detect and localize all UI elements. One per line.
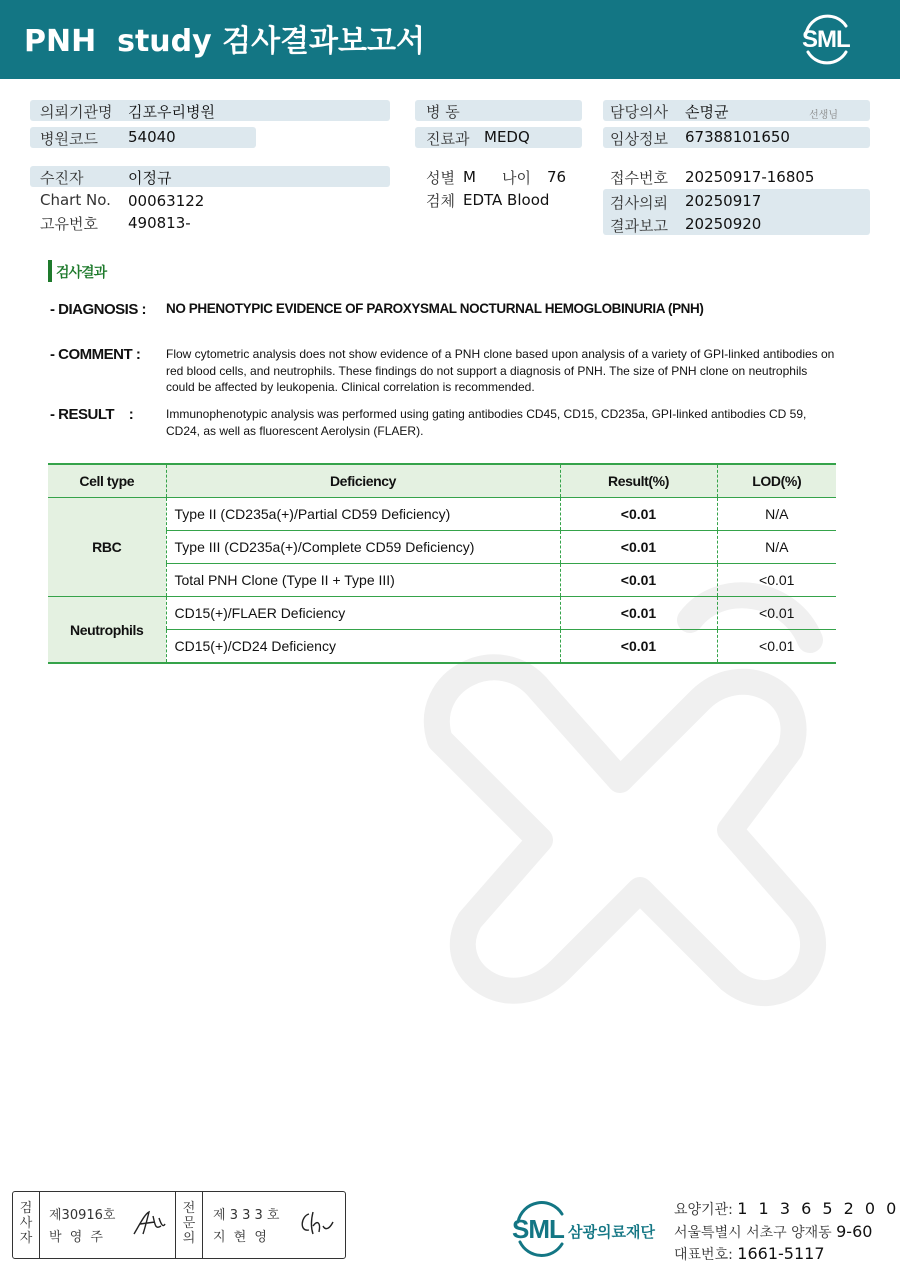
table-row	[48, 630, 836, 664]
address: 서울특별시 서초구 양재동 9-60	[674, 1222, 873, 1241]
ward-label: 병 동	[426, 103, 460, 121]
divider	[175, 1192, 176, 1258]
sex-label: 성별	[426, 169, 455, 187]
section-marker	[48, 260, 52, 282]
report-date-value: 20250920	[685, 215, 762, 233]
table-header-row	[48, 464, 836, 498]
request-date-label: 검사의뢰	[610, 194, 668, 212]
lod-cell: N/A	[717, 498, 836, 531]
deficiency-cell: Total PNH Clone (Type II + Type III)	[166, 564, 560, 597]
results-table	[48, 463, 836, 664]
institution-value: 김포우리병원	[128, 103, 215, 121]
deficiency-cell: Type II (CD235a(+)/Partial CD59 Deficiency)	[166, 498, 560, 531]
patient-label: 수진자	[40, 169, 84, 187]
clinical-info-value: 67388101650	[685, 128, 790, 146]
cell-type-rbc: RBC	[48, 498, 166, 597]
header-lod: LOD(%)	[717, 464, 836, 498]
result-cell: <0.01	[560, 597, 717, 630]
id-no-value: 490813-	[128, 214, 191, 232]
institution-label: 의뢰기관명	[40, 103, 113, 121]
header-deficiency: Deficiency	[166, 464, 560, 498]
lod-cell: <0.01	[717, 564, 836, 597]
lod-cell: <0.01	[717, 597, 836, 630]
sex-value: M	[463, 168, 476, 186]
examiner-label: 검사자	[19, 1201, 33, 1246]
receipt-no-label: 접수번호	[610, 169, 668, 187]
specimen-label: 검체	[426, 192, 455, 210]
specialist-label: 전문의	[182, 1201, 196, 1246]
care-institution: 요양기관: 1 1 3 6 5 2 0 0	[674, 1199, 900, 1218]
hospital-code-label: 병원코드	[40, 130, 98, 148]
diagnosis-label: - DIAGNOSIS :	[50, 301, 147, 318]
result-cell: <0.01	[560, 498, 717, 531]
id-no-label: 고유번호	[40, 215, 98, 233]
header-result: Result(%)	[560, 464, 717, 498]
doctor-suffix: 선생님	[809, 110, 838, 121]
table-row	[48, 531, 836, 564]
divider	[39, 1192, 40, 1258]
header-cell-type: Cell type	[48, 464, 166, 498]
department-value: MEDQ	[484, 128, 530, 146]
deficiency-cell: CD15(+)/CD24 Deficiency	[166, 630, 560, 664]
receipt-no-value: 20250917-16805	[685, 168, 815, 186]
clinical-info-label: 임상정보	[610, 130, 668, 148]
report-date-label: 결과보고	[610, 217, 668, 235]
sml-logo-text: SML	[802, 26, 850, 53]
deficiency-cell: Type III (CD235a(+)/Complete CD59 Deficiency)	[166, 531, 560, 564]
patient-value: 이정규	[128, 169, 172, 187]
patient-field	[30, 166, 390, 187]
cell-type-neutrophils: Neutrophils	[48, 597, 166, 664]
chart-no-label: Chart No.	[40, 191, 111, 209]
table-row	[48, 564, 836, 597]
result-text: Immunophenotypic analysis was performed using gating antibodies CD45, CD15, CD235a, GPI-linked antibodies CD 59, CD24, as well as fluorescent Aerolysin (FLAER).	[166, 407, 807, 438]
diagnosis-text: NO PHENOTYPIC EVIDENCE OF PAROXYSMAL NOCTURNAL HEMOGLOBINURIA (PNH)	[166, 301, 704, 316]
lod-cell: N/A	[717, 531, 836, 564]
result-cell: <0.01	[560, 564, 717, 597]
deficiency-cell: CD15(+)/FLAER Deficiency	[166, 597, 560, 630]
comment-text: Flow cytometric analysis does not show evidence of a PNH clone based upon analysis of a variety of GPI-linked antibodies on red blood cells, and neutrophils. These findings do not support a diagnosis of PNH. The size of PNH clone on neutrophils could be affected by leukopenia. Clinical correlation is recommended.	[166, 347, 835, 394]
section-title: 검사결과	[56, 265, 107, 281]
lod-cell: <0.01	[717, 630, 836, 664]
phone: 대표번호: 1661-5117	[674, 1244, 825, 1263]
age-label: 나이	[502, 169, 531, 187]
table-row	[48, 498, 836, 531]
doctor-label: 담당의사	[610, 103, 668, 121]
request-date-value: 20250917	[685, 192, 762, 210]
signature-box	[12, 1191, 346, 1259]
report-header	[0, 0, 900, 79]
footer-sml-text: SML	[512, 1214, 564, 1244]
examiner-no: 제30916호	[49, 1208, 116, 1223]
specialist-no: 제 3 3 3 호	[213, 1208, 280, 1223]
comment-label: - COMMENT :	[50, 346, 141, 363]
doctor-value: 손명균	[685, 103, 729, 121]
examiner-signature-icon	[131, 1208, 167, 1238]
examiner-name: 박 영 주	[49, 1230, 105, 1245]
specialist-name: 지 현 영	[213, 1230, 269, 1245]
specialist-signature-icon	[295, 1208, 335, 1238]
result-cell: <0.01	[560, 630, 717, 664]
report-title: PNH study 검사결과보고서	[24, 24, 425, 59]
age-value: 76	[547, 168, 567, 186]
specimen-value: EDTA Blood	[463, 191, 550, 209]
result-label: - RESULT :	[50, 406, 134, 423]
chart-no-value: 00063122	[128, 192, 205, 210]
department-label: 진료과	[426, 130, 470, 148]
table-row	[48, 597, 836, 630]
divider	[202, 1192, 203, 1258]
footer-org-name: 삼광의료재단	[568, 1223, 655, 1241]
hospital-code-value: 54040	[128, 128, 176, 146]
result-cell: <0.01	[560, 531, 717, 564]
